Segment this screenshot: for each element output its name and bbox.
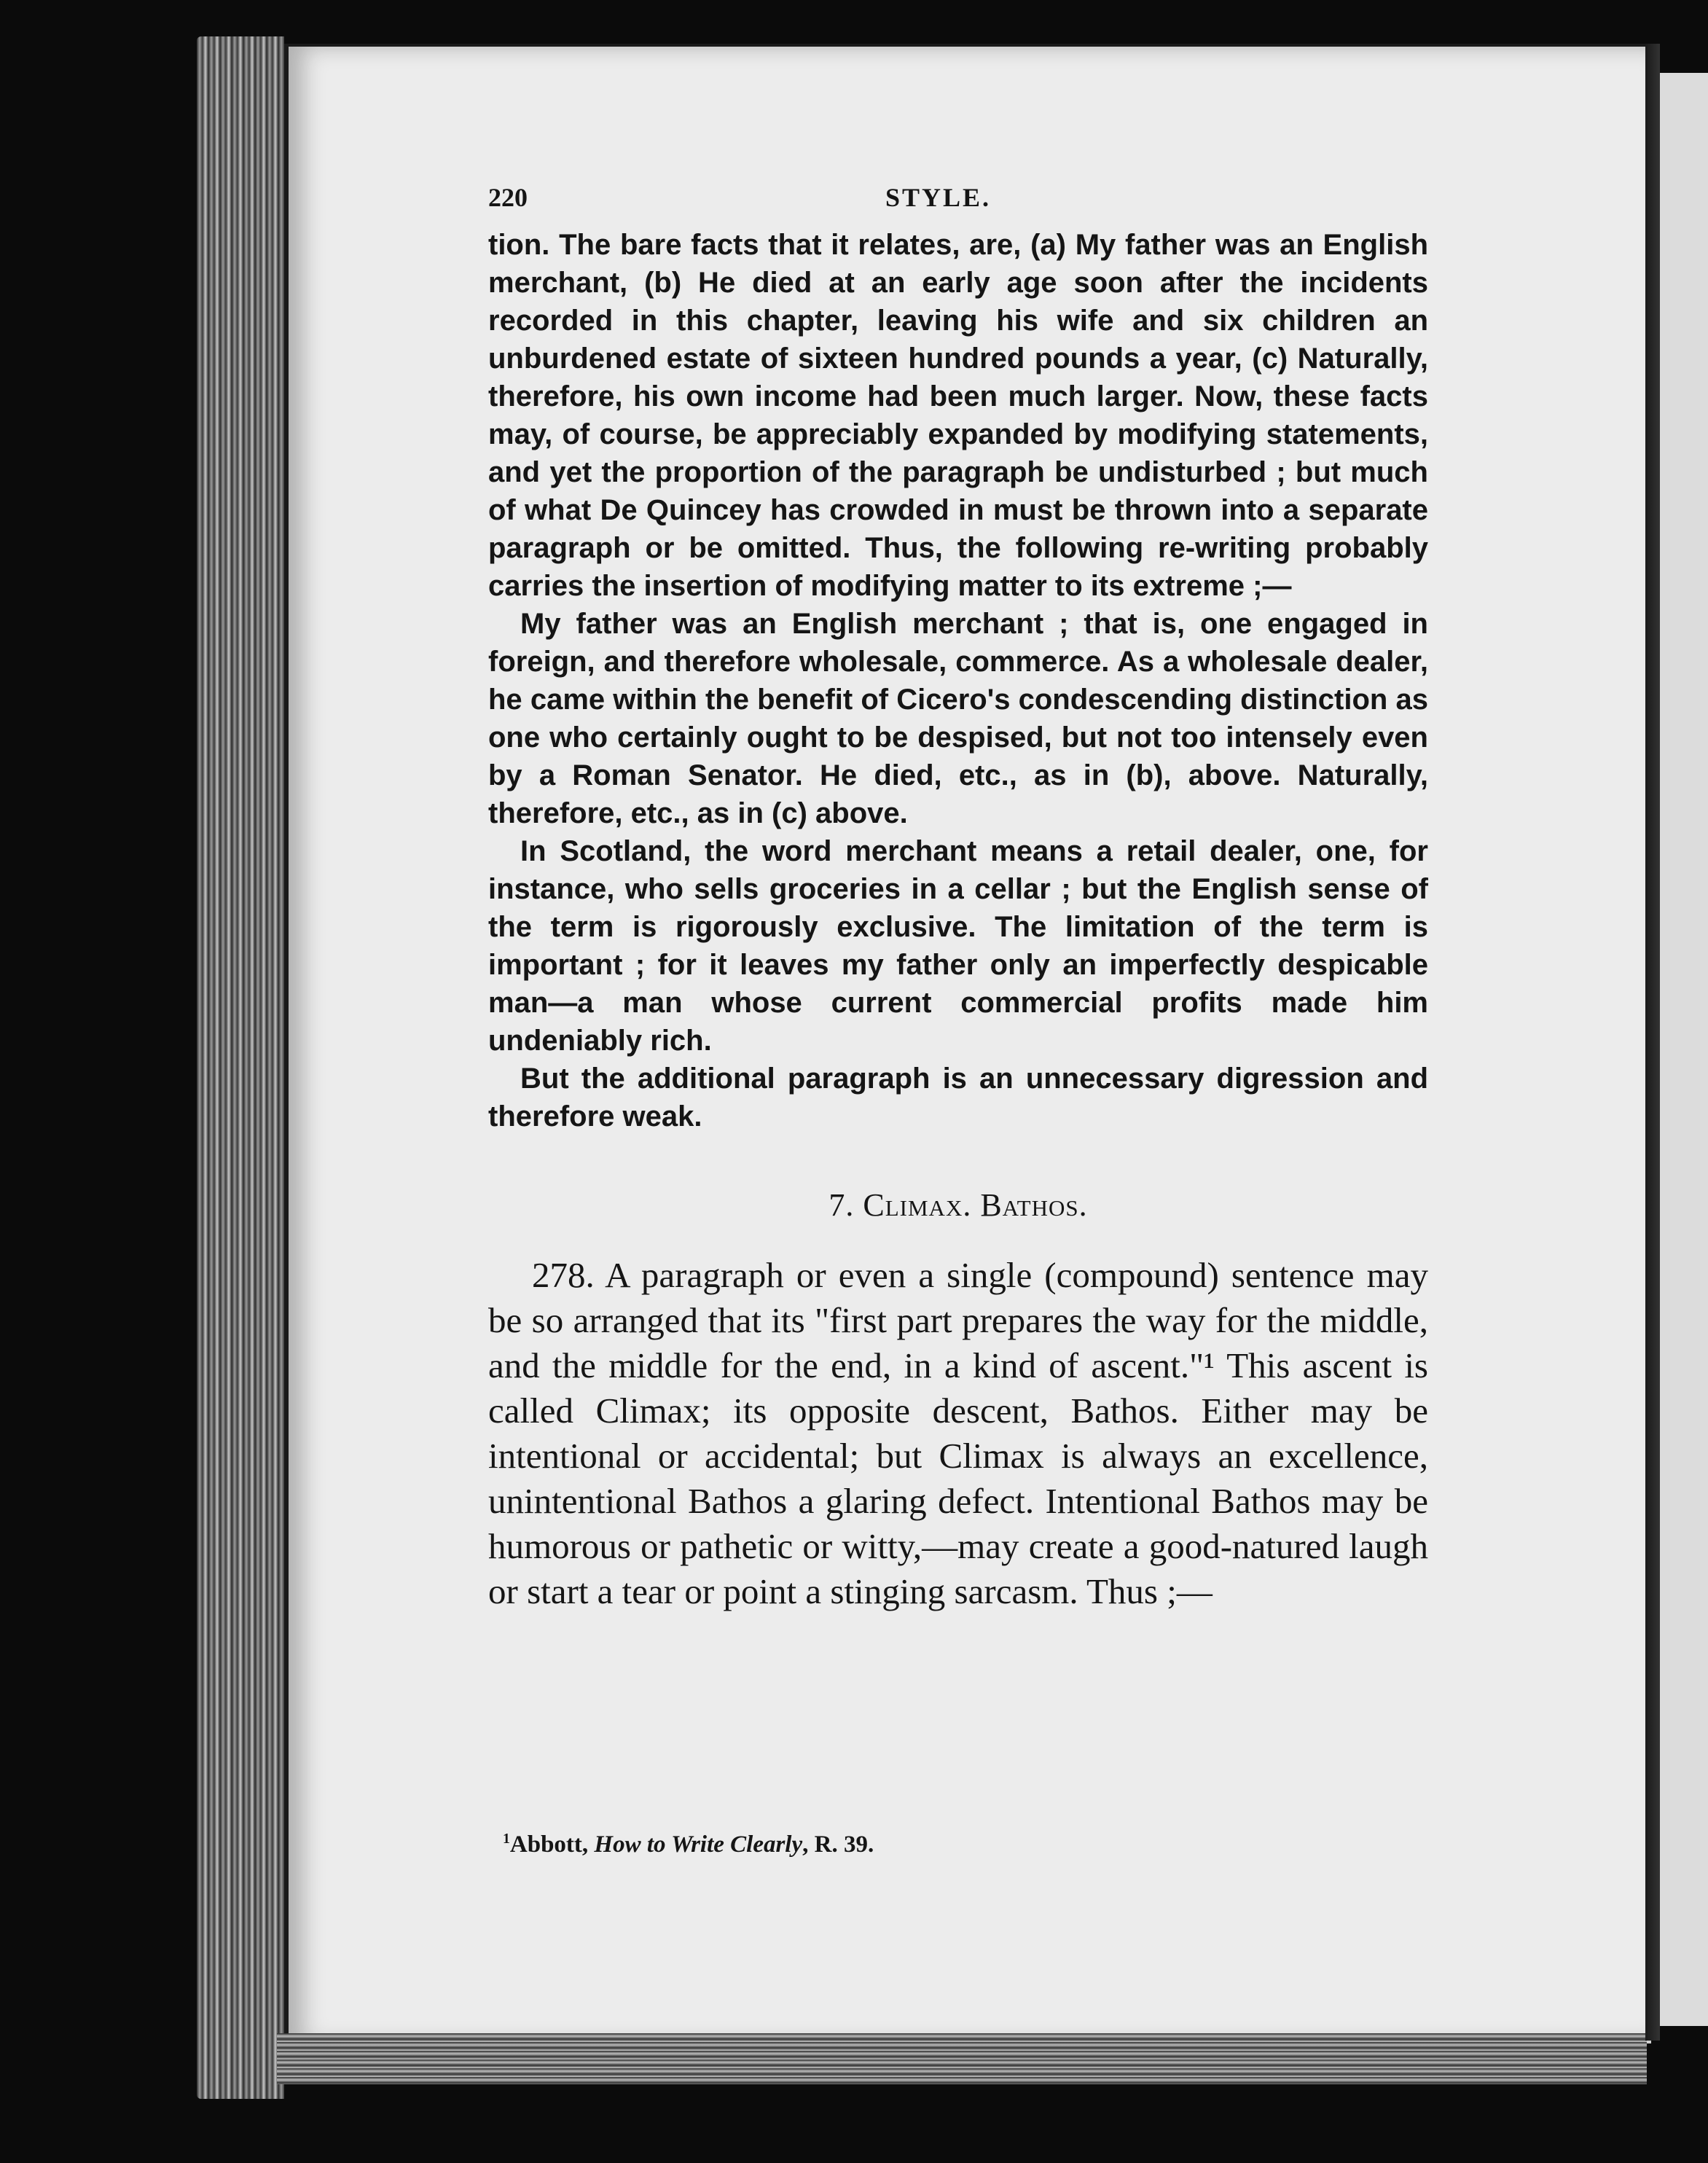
text-block — [488, 175, 1428, 1614]
paragraph-bare-facts: tion. The bare facts that it relates, are, (a) My father was an English merchant, (b) He died at an early age soon after the incidents recorded in this chapter, leaving his wife and six children an unburdened estate of sixteen hundred pounds a year, (c) Naturally, therefore, his own income had been much larger. Now, these facts may, of course, be appreciably expanded by modifying statements, and yet the proportion of the paragraph be undisturbed ; but much of what De Quincey has crowded in must be thrown into a separate paragraph or be omitted. Thus, the following re-writing probably carries the insertion of modifying matter to its extreme ;— — [488, 229, 1428, 602]
section-heading: 7. Climax. Bathos. — [828, 1187, 1088, 1223]
footnote-marker: 1 — [503, 1831, 510, 1847]
footnote-ref: , R. 39. — [802, 1831, 874, 1858]
paragraph-rewrite-example: My father was an English merchant ; that is, one engaged in foreign, and therefore wholesale, commerce. As a wholesale dealer, he came within the benefit of Cicero's condescending distinction as one who certainly ought to be despised, but not too intensely even by a Roman Senator. He died, etc., as in (b), above. Naturally, therefore, etc., as in (c) above. — [488, 608, 1428, 829]
running-title: STYLE. — [885, 183, 992, 212]
facing-page-edge — [1660, 73, 1708, 2026]
page-number: 220 — [488, 183, 528, 212]
page-stack-edge — [197, 36, 284, 2099]
paragraph-278: 278. A paragraph or even a single (compound) sentence may be so arranged that its "first part prepares the way for the middle, and the middle for the end, in a kind of ascent."¹ This ascent is called Climax; its opposite descent, Bathos. Either may be intentional or accidental; but Climax is always an excellence, unintentional Bathos a glaring defect. Intentional Bathos may be humorous or pathetic or witty,—may create a good-natured laugh or start a tear or point a stinging sarcasm. Thus ;— — [488, 1255, 1428, 1611]
page-stack-bottom-edge — [277, 2033, 1647, 2084]
running-head — [488, 175, 1428, 226]
paragraph-scotland-merchant: In Scotland, the word merchant means a retail dealer, one, for instance, who sells groceries in a cellar ; but the English sense of the term is rigorously exclusive. The limitation of the term is important ; for it leaves my father only an imperfectly despicable man—a man whose current commercial profits made him undeniably rich. — [488, 835, 1428, 1057]
footnote-author: Abbott, — [509, 1831, 595, 1858]
book-gutter — [1645, 44, 1660, 2041]
footnote-work: How to Write Clearly — [594, 1831, 803, 1858]
paragraph-digression: But the additional paragraph is an unnecessary digression and therefore weak. — [488, 1063, 1428, 1133]
footnote — [503, 1831, 874, 1858]
